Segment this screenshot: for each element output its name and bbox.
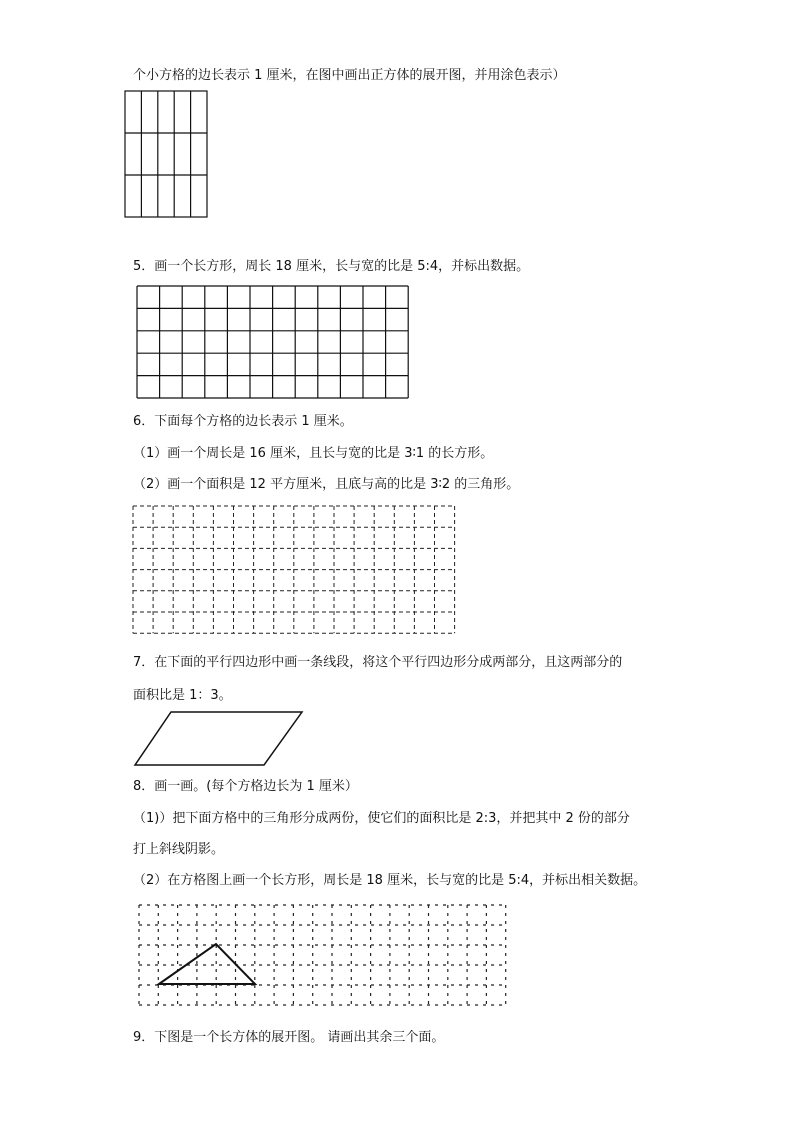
q8-dotted-grid[interactable] xyxy=(138,904,508,1008)
q6-sub1: （1）画一个周长是 16 厘米，且长与宽的比是 3∶1 的长方形。 xyxy=(133,446,494,461)
q7-parallelogram[interactable] xyxy=(133,710,305,768)
q9-text: 9．下图是一个长方体的展开图。 请画出其余三个面。 xyxy=(133,1030,445,1045)
q4-grid[interactable] xyxy=(124,90,208,218)
q8-sub2: （2）在方格图上画一个长方形，周长是 18 厘米，长与宽的比是 5:4，并标出相关数据。 xyxy=(133,873,647,888)
q4-instruction-tail: 个小方格的边长表示 1 厘米，在图中画出正方体的展开图，并用涂色表示） xyxy=(133,68,566,83)
q8-title: 8．画一画。(每个方格边长为 1 厘米） xyxy=(133,779,358,794)
q7-line2: 面积比是 1：3。 xyxy=(133,688,232,703)
q5-text: 5．画一个长方形，周长 18 厘米，长与宽的比是 5:4，并标出数据。 xyxy=(133,259,530,274)
q8-sub1-line1: （1)）把下面方格中的三角形分成两份，使它们的面积比是 2:3，并把其中 2 份的部分 xyxy=(133,811,630,826)
q6-title: 6．下面每个方格的边长表示 1 厘米。 xyxy=(133,414,353,429)
q5-grid[interactable] xyxy=(136,285,410,400)
q7-line1: 7．在下面的平行四边形中画一条线段，将这个平行四边形分成两部分，且这两部分的 xyxy=(133,655,623,670)
q6-dashed-grid[interactable] xyxy=(132,505,456,635)
q6-sub2: （2）画一个面积是 12 平方厘米，且底与高的比是 3∶2 的三角形。 xyxy=(133,477,520,492)
q8-triangle xyxy=(159,944,255,984)
q8-sub1-line2: 打上斜线阴影。 xyxy=(133,842,225,857)
